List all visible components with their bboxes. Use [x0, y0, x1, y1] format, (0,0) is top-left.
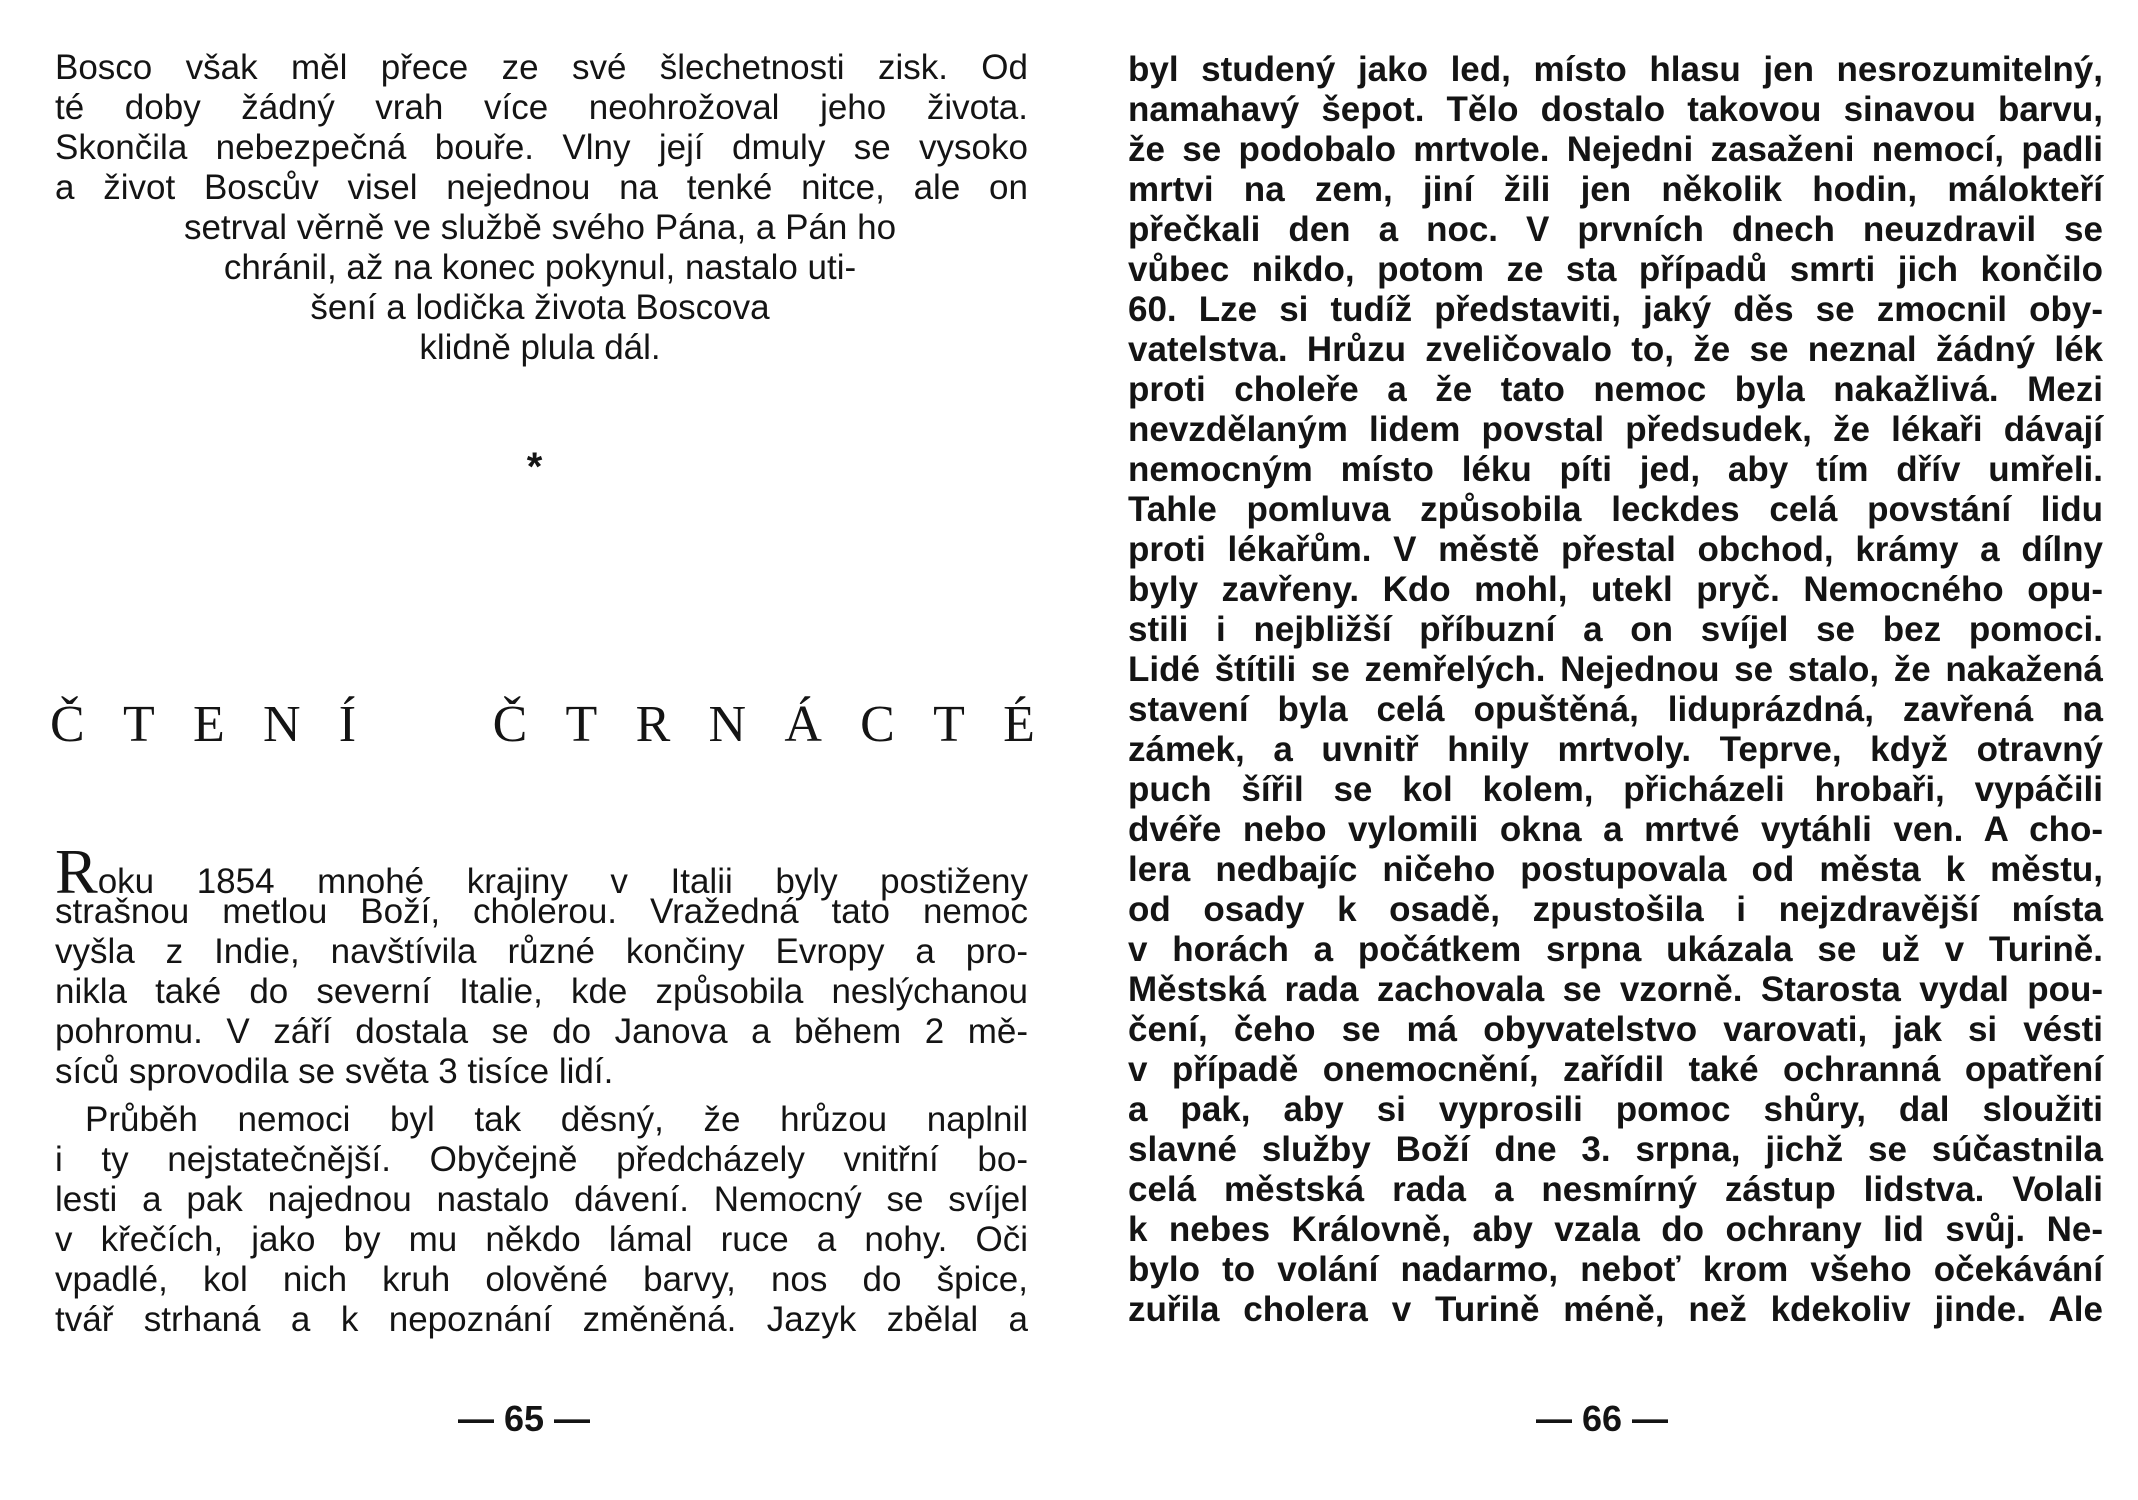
heading-letter: Č [50, 696, 85, 753]
text-line: 60. Lze si tudíž představiti, jaký děs se zmocnil oby- [1128, 290, 2103, 329]
text-line: v případě onemocnění, zařídil také ochranná opatření [1128, 1050, 2103, 1089]
heading-letter: R [635, 696, 671, 753]
text-line: stavení byla celá opuštěná, liduprázdná, zavřená na [1128, 690, 2103, 729]
heading-gap [394, 695, 454, 755]
text-line: byly zavřeny. Kdo mohl, utekl pryč. Nemocného opu- [1128, 570, 2103, 609]
text-line: klidně plula dál. [419, 328, 661, 367]
text-line: slavné služby Boží dne 3. srpna, jichž se súčastnila [1128, 1130, 2103, 1169]
text-line: přečkali den a noc. V prvních dnech neuzdravil se [1128, 210, 2103, 249]
text-line: šení a lodička života Boscova [310, 288, 770, 327]
heading-letter: T [565, 696, 598, 753]
section-separator: * [526, 445, 543, 489]
text-line: Průběh nemoci byl tak děsný, že hrůzou naplnil [85, 1100, 1028, 1139]
text-line: že se podobalo mrtvole. Nejedni zasaženi nemocí, padli [1128, 130, 2103, 169]
text-line: tvář strhaná a k nepoznání změněná. Jazyk zbělal a [55, 1300, 1028, 1339]
text-line: vpadlé, kol nich kruh olověné barvy, nos do špice, [55, 1260, 1028, 1299]
heading-letter: É [1003, 696, 1035, 753]
text-line: namahavý šepot. Tělo dostalo takovou sinavou barvu, [1128, 90, 2103, 129]
heading-letter: C [860, 696, 895, 753]
heading-letter: Č [492, 696, 528, 753]
text-line: setrval věrně ve službě svého Pána, a Pán ho [183, 208, 897, 247]
drop-cap: R [55, 836, 98, 907]
heading-letter: T [933, 696, 965, 753]
text-line: k nebes Královně, aby vzala do ochrany lid svůj. Ne- [1128, 1210, 2103, 1249]
text-line: a život Boscův visel nejednou na tenké nitce, ale on [55, 168, 1028, 207]
page-number: — 65 — [458, 1398, 591, 1439]
text-line: zuřila cholera v Turině méně, než kdekoliv jinde. Ale [1128, 1290, 2103, 1329]
text-line: síců sprovodila se světa 3 tisíce lidí. [55, 1052, 614, 1091]
text-line: Bosco však měl přece ze své šlechetnosti zisk. Od [55, 48, 1028, 87]
heading-letter: Á [784, 696, 822, 753]
heading-letter: N [708, 696, 747, 753]
text-line: strašnou metlou Boží, cholerou. Vražedná tato nemoc [55, 892, 1028, 931]
text-line: a pak, aby si vyprosili pomoc shůry, dal sloužiti [1128, 1090, 2103, 1129]
text-line: byl studený jako led, místo hlasu jen nesrozumitelný, [1128, 50, 2103, 89]
text-line: čení, čeho se má obyvatelstvo varovati, jak si vésti [1128, 1010, 2103, 1049]
text-line: celá městská rada a nesmírný zástup lidstva. Volali [1128, 1170, 2103, 1209]
text-line: bylo to volání nadarmo, neboť krom všeho očekávání [1128, 1250, 2103, 1289]
text-line: nikla také do severní Italie, kde způsobila neslýchanou [55, 972, 1028, 1011]
text-line: vatelstva. Hrůzu zveličovalo to, že se neznal žádný lék [1128, 330, 2103, 369]
text-line: i ty nejstatečnější. Obyčejně předcházely vnitřní bo- [55, 1140, 1028, 1179]
text-line: proti choleře a že tato nemoc byla nakažlivá. Mezi [1128, 370, 2103, 409]
text-line: v křečích, jako by mu někdo lámal ruce a nohy. Oči [55, 1220, 1028, 1259]
text-line: zámek, a uvnitř hnily mrtvoly. Teprve, když otravný [1128, 730, 2103, 769]
text-line: proti lékařům. V městě přestal obchod, krámy a dílny [1128, 530, 2103, 569]
text-line: pohromu. V září dostala se do Janova a během 2 mě- [55, 1012, 1028, 1051]
heading-letter: T [122, 696, 155, 753]
text-line: Městská rada zachovala se vzorně. Starosta vydal pou- [1128, 970, 2103, 1009]
text-line: Lidé štítili se zemřelých. Nejednou se stalo, že nakažená [1128, 650, 2103, 689]
text-line: stili i nejbližší příbuzní a on svíjel se bez pomoci. [1128, 610, 2103, 649]
text-line: lera nedbajíc ničeho postupovala od města k městu, [1128, 850, 2103, 889]
text-line: nevzdělaným lidem povstal předsudek, že lékaři dávají [1128, 410, 2103, 449]
text-line: puch šířil se kol kolem, přicházeli hrobaři, vypáčili [1128, 770, 2103, 809]
first-line-text: oku 1854 mnohé krajiny v Italii byly postiženy [97, 862, 1028, 901]
text-line: dvéře nebo vylomili okna a mrtvé vytáhli ven. A cho- [1128, 810, 2103, 849]
page-number: — 66 — [1536, 1398, 1669, 1439]
text-line: nemocným místo léku píti jed, aby tím dřív umřeli. [1128, 450, 2103, 489]
chapter-heading [50, 695, 1035, 755]
text-line: chránil, až na konec pokynul, nastalo uti- [223, 248, 857, 287]
text-line: lesti a pak najednou nastalo dávení. Nemocný se svíjel [55, 1180, 1028, 1219]
text-line: Tahle pomluva způsobila leckdes celá povstání lidu [1128, 490, 2103, 529]
text-line: té doby žádný vrah více neohrožoval jeho života. [55, 88, 1028, 127]
text-line: od osady k osadě, zpustošila i nejzdravější místa [1128, 890, 2103, 929]
text-line: vůbec nikdo, potom ze sta případů smrti jich končilo [1128, 250, 2103, 289]
heading-letter: E [192, 696, 225, 753]
text-line: v horách a počátkem srpna ukázala se už v Turině. [1128, 930, 2103, 969]
text-line: mrtvi na zem, jiní žili jen několik hodin, málokteří [1128, 170, 2103, 209]
text-line: vyšla z Indie, navštívila různé končiny Evropy a pro- [55, 932, 1028, 971]
text-line: Skončila nebezpečná bouře. Vlny její dmuly se vysoko [55, 128, 1028, 167]
heading-letter: Í [338, 696, 357, 753]
heading-letter: N [262, 696, 301, 753]
